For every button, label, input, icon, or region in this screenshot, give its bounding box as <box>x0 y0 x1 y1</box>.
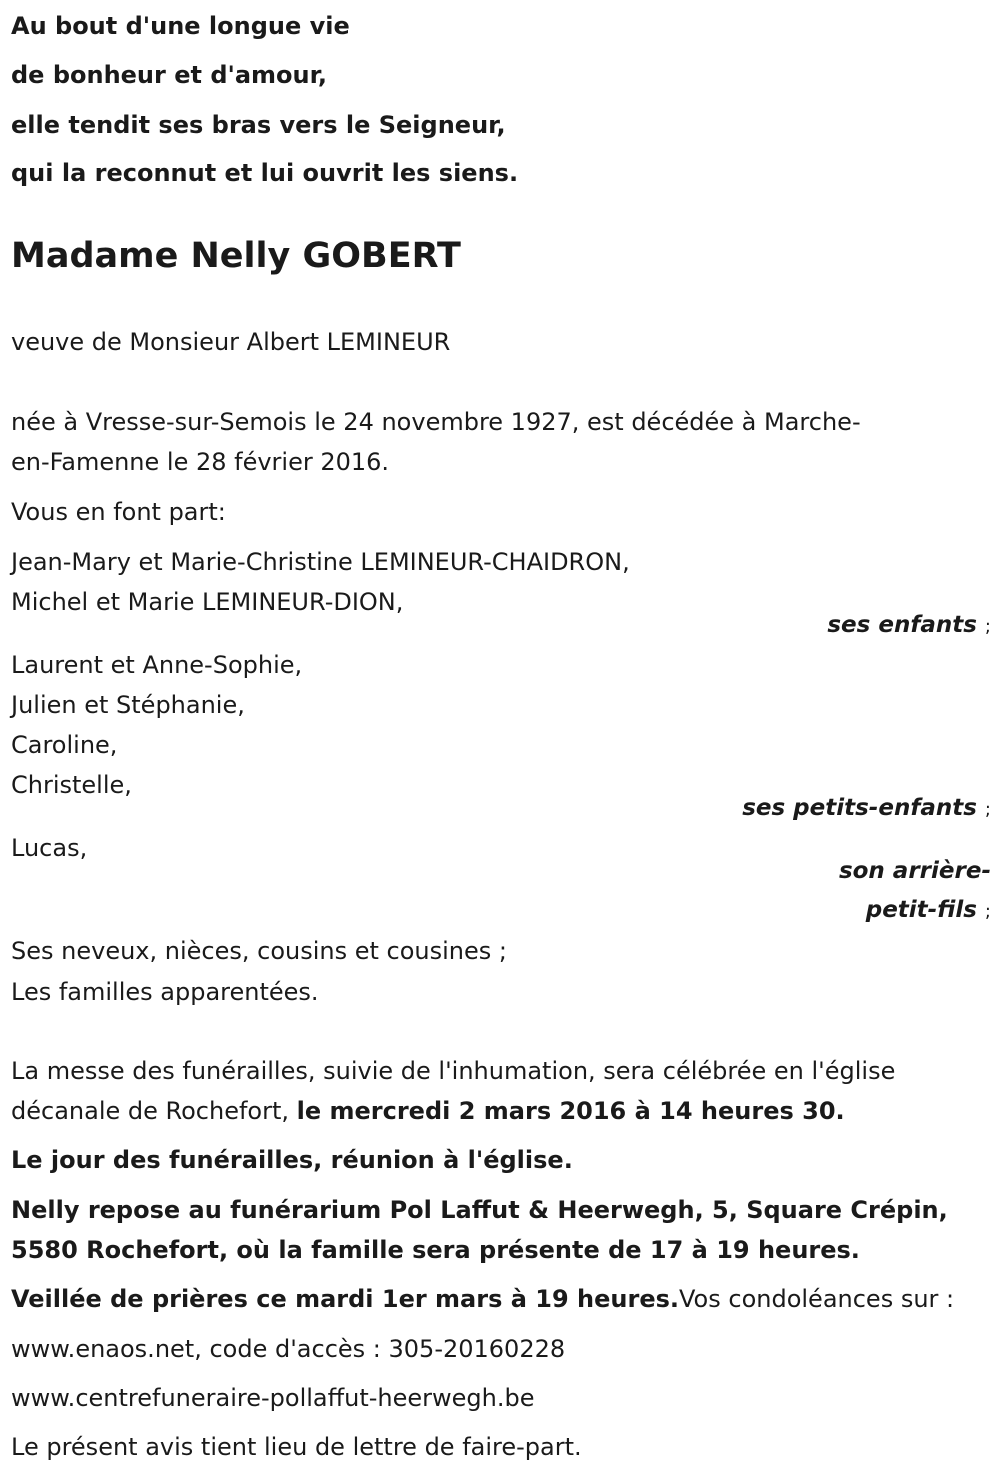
poem-line: elle tendit ses bras vers le Seigneur, <box>11 111 506 139</box>
great-grandchild-entry: Lucas, <box>11 834 88 862</box>
great-grandchild-label: son arrière- <box>838 858 991 884</box>
meeting-info: Le jour des funérailles, réunion à l'église. <box>11 1146 573 1174</box>
closing-text: Le présent avis tient lieu de lettre de faire-part. <box>11 1433 582 1461</box>
children-label: ses enfants ; <box>827 612 991 638</box>
poem-line: de bonheur et d'amour, <box>11 61 328 89</box>
grandchild-entry: Caroline, <box>11 731 118 759</box>
funerarium-info: 5580 Rochefort, où la famille sera présente de 17 à 19 heures. <box>11 1236 860 1264</box>
birth-death-line: née à Vresse-sur-Semois le 24 novembre 1927, est décédée à Marche- <box>11 408 861 436</box>
website-link[interactable]: www.centrefuneraire-pollaffut-heerwegh.be <box>11 1384 535 1412</box>
grandchildren-label: ses petits-enfants ; <box>742 795 991 821</box>
deceased-name: Madame Nelly GOBERT <box>11 236 461 276</box>
birth-death-line: en-Famenne le 28 février 2016. <box>11 448 390 476</box>
mass-info: décanale de Rochefort, le mercredi 2 mars 2016 à 14 heures 30. <box>11 1097 845 1125</box>
enaos-link[interactable]: www.enaos.net, code d'accès : 305-20160228 <box>11 1335 566 1363</box>
grandchild-entry: Julien et Stéphanie, <box>11 691 245 719</box>
widow-of: veuve de Monsieur Albert LEMINEUR <box>11 328 451 356</box>
funerarium-info: Nelly repose au funérarium Pol Laffut & Heerwegh, 5, Square Crépin, <box>11 1196 948 1224</box>
child-entry: Michel et Marie LEMINEUR-DION, <box>11 588 404 616</box>
poem-line: Au bout d'une longue vie <box>11 12 350 40</box>
child-entry: Jean-Mary et Marie-Christine LEMINEUR-CHAIDRON, <box>11 548 630 576</box>
vigil-info: Veillée de prières ce mardi 1er mars à 19 heures.Vos condoléances sur : <box>11 1285 955 1313</box>
great-grandchild-label: petit-fils ; <box>865 897 991 923</box>
relatives-line: Ses neveux, nièces, cousins et cousines ; <box>11 937 507 965</box>
mass-info: La messe des funérailles, suivie de l'inhumation, sera célébrée en l'église <box>11 1057 896 1085</box>
announce-text: Vous en font part: <box>11 498 226 526</box>
grandchild-entry: Christelle, <box>11 771 132 799</box>
grandchild-entry: Laurent et Anne-Sophie, <box>11 651 303 679</box>
poem-line: qui la reconnut et lui ouvrit les siens. <box>11 159 519 187</box>
relatives-line: Les familles apparentées. <box>11 978 319 1006</box>
